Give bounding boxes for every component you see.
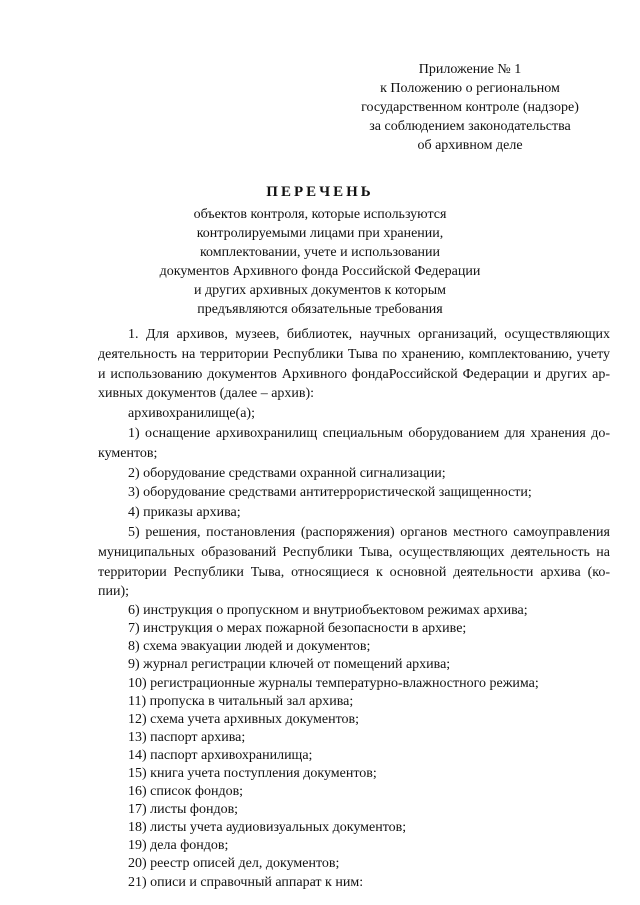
appendix-line: за соблюдением законодательства (369, 119, 571, 134)
appendix-line: Приложение № 1 (418, 62, 522, 77)
list-item-5-cont: муниципальных образований Республики Тыва, осуществляющих деятельность на (98, 544, 610, 560)
appendix-line: к Положению о региональном (380, 81, 560, 96)
intro-line: архивохранилище(а); (128, 406, 255, 422)
appendix-line: об архивном деле (417, 138, 523, 153)
intro-line: деятельность на территории Республики Тыва по хранению, комплектованию, учету (98, 346, 610, 362)
appendix-line: государственном контроле (надзоре) (361, 100, 579, 115)
document-title: ПЕРЕЧЕНЬ (266, 184, 374, 200)
list-item-20: 20) реестр описей дел, документов; (128, 856, 340, 872)
list-item-5-cont: территории Республики Тыва, относящиеся к основной деятельности архива (ко- (98, 564, 610, 580)
list-item-11: 11) пропуска в читальный зал архива; (128, 693, 354, 709)
list-item-5-cont: пии); (98, 584, 130, 600)
list-item-8: 8) схема эвакуации людей и документов; (128, 639, 371, 655)
list-item-15: 15) книга учета поступления документов; (128, 766, 377, 781)
subtitle-line: предъявляются обязательные требования (197, 302, 443, 317)
list-item-16: 16) список фондов; (128, 784, 244, 800)
list-item-18: 18) листы учета аудиовизуальных документов; (128, 820, 407, 836)
list-item-10: 10) регистрационные журналы температурно-влажностного режима; (128, 675, 539, 691)
list-item-2: 2) оборудование средствами охранной сигнализации; (128, 465, 446, 481)
list-item-14: 14) паспорт архивохранилища; (128, 747, 313, 763)
list-item-13: 13) паспорт архива; (128, 729, 246, 745)
list-item-7: 7) инструкция о мерах пожарной безопасности в архиве; (128, 621, 467, 637)
list-item-6: 6) инструкция о пропускном и внутриобъектовом режимах архива; (128, 603, 528, 619)
list-item-21: 21) описи и справочный аппарат к ним: (128, 874, 364, 890)
list-item-1-cont: кументов; (98, 445, 158, 461)
intro-line: 1. Для архивов, музеев, библиотек, научных организаций, осуществляющих (128, 327, 610, 342)
list-item-4: 4) приказы архива; (128, 505, 241, 521)
intro-line: хивных документов (далее – архив): (98, 386, 315, 402)
list-item-5: 5) решения, постановления (распоряжения) органов местного самоуправления (128, 524, 610, 540)
list-item-19: 19) дела фондов; (128, 838, 229, 854)
subtitle-line: контролируемыми лицами при хранении, (196, 226, 444, 241)
subtitle-line: комплектовании, учете и использовании (199, 245, 441, 260)
document-subtitle (0, 205, 640, 319)
list-item-17: 17) листы фондов; (128, 802, 239, 818)
appendix-header (330, 60, 610, 155)
list-item-9: 9) журнал регистрации ключей от помещений архива; (128, 657, 451, 673)
document-body (98, 325, 610, 892)
subtitle-line: документов Архивного фонда Российской Федерации (159, 264, 481, 279)
subtitle-line: объектов контроля, которые используются (193, 207, 447, 222)
list-item-1: 1) оснащение архивохранилищ специальным оборудованием для хранения до- (128, 425, 610, 441)
subtitle-line: и других архивных документов к которым (194, 283, 446, 298)
list-item-12: 12) схема учета архивных документов; (128, 711, 360, 727)
list-item-3: 3) оборудование средствами антитеррористической защищенности; (128, 485, 532, 501)
intro-line: и использованию документов Архивного фондаРоссийской Федерации и других ар- (98, 366, 610, 382)
